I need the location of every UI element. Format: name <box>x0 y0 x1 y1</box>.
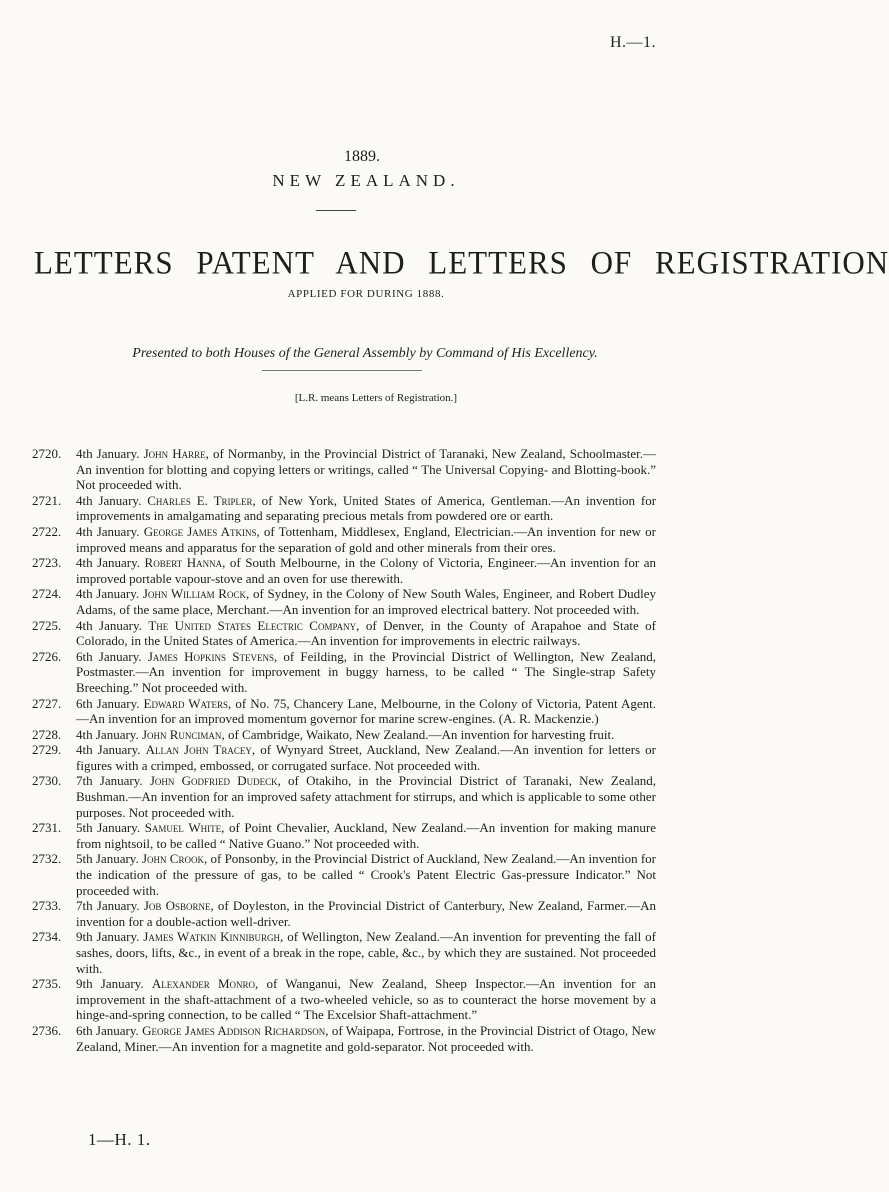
patent-entry <box>32 696 656 727</box>
entry-date: 6th January. <box>76 1022 139 1038</box>
entry-number: 2723. <box>32 555 62 571</box>
patent-entry <box>32 976 656 1023</box>
presented-line: Presented to both Houses of the General Assembly by Command of His Excellency. <box>132 346 598 361</box>
applicant-name: Alexander Monro <box>151 976 255 992</box>
applicant-name: John Crook <box>141 851 204 867</box>
entry-number: 2735. <box>32 976 62 992</box>
ornament-divider <box>316 210 356 211</box>
entry-description: , of Point Chevalier, Auckland, New Zealand.—An invention for making manure from nightsoil, to be called “ Native Guano.” Not proceeded with. <box>76 820 656 851</box>
patent-entry <box>32 1023 656 1054</box>
document-subtitle: APPLIED FOR DURING 1888. <box>287 288 445 300</box>
patent-entry <box>32 851 656 898</box>
entry-description: , of Normanby, in the Provincial District of Taranaki, New Zealand, Schoolmaster.—An invention for blotting and copying letters or writings, called “ The Universal Copying- and Blotting-book.” Not proceeded with. <box>76 446 657 493</box>
entry-date: 5th January. <box>76 820 141 836</box>
horizontal-rule <box>262 370 422 371</box>
patent-entry <box>32 586 656 617</box>
document-title: LETTERS PATENT AND LETTERS OF REGISTRATION <box>34 244 889 281</box>
entry-text <box>76 727 656 743</box>
entry-number: 2720. <box>32 446 62 461</box>
abbreviation-note: [L.R. means Letters of Registration.] <box>294 392 458 404</box>
applicant-name: James Hopkins Stevens <box>147 648 274 664</box>
entry-number: 2730. <box>32 773 62 789</box>
entry-number: 2734. <box>32 929 62 945</box>
entry-number: 2726. <box>32 648 62 664</box>
entry-date: 4th January. <box>76 446 140 461</box>
entry-description: , of Wynyard Street, Auckland, New Zealand.—An invention for letters or figures with a crimped, embossed, or corrugated surface. Not proceeded with. <box>76 742 657 773</box>
entry-number: 2725. <box>32 617 62 633</box>
entry-text <box>76 618 656 649</box>
entry-number: 2732. <box>32 851 62 867</box>
entry-text <box>76 898 656 929</box>
applicant-name: Job Osborne <box>143 898 211 914</box>
entry-description: , of Feilding, in the Provincial District of Wellington, New Zealand, Postmaster.—An invention for improvement in buggy harness, to be called “ The Single-strap Safety Breeching.” Not proceeded with. <box>76 648 656 695</box>
entry-number: 2728. <box>32 726 62 742</box>
entry-description: , of South Melbourne, in the Colony of Victoria, Engineer.—An invention for an improved portable vapour-stove and an oven for use therewith. <box>76 555 657 586</box>
applicant-name: John William Rock <box>142 586 246 602</box>
applicant-name: Charles E. Tripler <box>147 492 253 508</box>
applicant-name: Edward Waters <box>143 695 229 711</box>
entry-date: 4th January. <box>76 555 140 571</box>
applicant-name: George James Atkins <box>143 523 257 539</box>
entry-date: 5th January. <box>76 851 139 867</box>
entry-text <box>76 742 656 773</box>
entry-description: , of Cambridge, Waikato, New Zealand.—An invention for harvesting fruit. <box>221 726 615 742</box>
entry-text <box>76 524 656 555</box>
patent-entry <box>32 727 656 743</box>
patent-entry <box>32 618 656 649</box>
entry-text <box>76 1023 656 1054</box>
entry-number: 2721. <box>32 492 62 508</box>
entry-description: , of New York, United States of America, Gentleman.—An invention for improvements in amalgamating and separating precious metals from powdered ore or earth. <box>76 492 657 524</box>
patent-entry <box>32 649 656 696</box>
patent-entry <box>32 820 656 851</box>
entry-text <box>76 446 656 493</box>
patent-entry <box>32 773 656 820</box>
entry-description: , of Wanganui, New Zealand, Sheep Inspector.—An invention for an improvement in the shaft-attachment of a two-wheeled vehicle, so as to counteract the horse movement by a hinge-and-spring connection, to be called “ The Excelsior Shaft-attachment.” <box>76 976 656 1023</box>
entry-number: 2724. <box>32 586 62 602</box>
entry-text <box>76 976 656 1023</box>
entry-text <box>76 929 656 976</box>
entry-description: , of Denver, in the County of Arapahoe and State of Colorado, in the United States of America.—An invention for improvements in electric railways. <box>76 617 656 649</box>
applicant-name: John Godfried Dudeck <box>149 773 278 789</box>
applicant-name: James Watkin Kinniburgh <box>143 929 281 945</box>
patent-entry <box>32 524 656 555</box>
entry-description: , of Wellington, New Zealand.—An invention for preventing the fall of sashes, doors, lifts, &c., in event of a break in the rope, cable, &c., by which they are sustained. Not proceeded with. <box>76 929 657 976</box>
entry-text <box>76 696 656 727</box>
page-identifier: H.—1. <box>609 34 656 51</box>
patent-entry <box>32 929 656 976</box>
entry-date: 4th January. <box>76 617 142 633</box>
entry-text <box>76 820 656 851</box>
entry-description: , of Doyleston, in the Provincial District of Canterbury, New Zealand, Farmer.—An invention for a double-action well-driver. <box>76 898 656 929</box>
patent-entry <box>32 742 656 773</box>
entry-number: 2727. <box>32 695 62 711</box>
entry-date: 7th January. <box>76 898 140 914</box>
applicant-name: John Runciman <box>141 726 222 742</box>
entry-number: 2736. <box>32 1022 62 1038</box>
document-year: 1889. <box>344 148 380 165</box>
entry-date: 6th January. <box>76 648 142 664</box>
entry-number: 2731. <box>32 820 62 836</box>
entry-description: , of No. 75, Chancery Lane, Melbourne, in the Colony of Victoria, Patent Agent.—An invention for an improved momentum governor for marine screw-engines. (A. R. Mackenzie.) <box>76 695 657 727</box>
patent-entry <box>32 446 656 493</box>
entry-description: , of Sydney, in the Colony of New South Wales, Engineer, and Robert Dudley Adams, of the same place, Merchant.—An invention for an improved electrical battery. Not proceeded with. <box>76 586 657 617</box>
entry-description: , of Waipapa, Fortrose, in the Provincial District of Otago, New Zealand, Miner.—An invention for a magnetite and gold-separator. Not proceeded with. <box>76 1022 656 1054</box>
applicant-name: Allan John Tracey <box>145 742 252 758</box>
applicant-name: George James Addison Richardson <box>142 1022 326 1038</box>
page-footer: 1—H. 1. <box>88 1130 151 1149</box>
entry-text <box>76 586 656 617</box>
entry-date: 6th January. <box>76 695 140 711</box>
entry-text <box>76 851 656 898</box>
entry-description: , of Tottenham, Middlesex, England, Electrician.—An invention for new or improved means and apparatus for the separation of gold and other minerals from their ores. <box>76 523 656 555</box>
entry-text <box>76 649 656 696</box>
entry-date: 9th January. <box>76 929 140 945</box>
entry-description: , of Otakiho, in the Provincial District of Taranaki, New Zealand, Bushman.—An invention for an improved safety attachment for stirrups, and which is applicable to some other purposes. Not proceeded with. <box>76 773 657 820</box>
entry-date: 4th January. <box>76 523 140 539</box>
entry-date: 4th January. <box>76 492 142 508</box>
entry-text <box>76 773 656 820</box>
entry-date: 4th January. <box>76 742 141 758</box>
applicant-name: The United States Electric Company <box>148 617 357 633</box>
entry-text <box>76 493 656 524</box>
patent-entries-list <box>32 446 656 1054</box>
applicant-name: Robert Hanna <box>144 555 223 571</box>
patent-entry <box>32 898 656 929</box>
entry-date: 4th January. <box>76 726 139 742</box>
entry-number: 2722. <box>32 523 62 539</box>
patent-entry <box>32 493 656 524</box>
entry-text <box>76 555 656 586</box>
entry-number: 2733. <box>32 898 62 914</box>
entry-date: 9th January. <box>76 976 144 992</box>
patent-entry <box>32 555 656 586</box>
applicant-name: Samuel White <box>144 820 222 836</box>
entry-description: , of Ponsonby, in the Provincial District of Auckland, New Zealand.—An invention for the indication of the pressure of gas, to be called “ Crook's Patent Electric Gas-pressure Indicator.” Not proceeded with. <box>76 851 657 898</box>
country-heading: NEW ZEALAND. <box>272 171 460 190</box>
entry-number: 2729. <box>32 742 62 758</box>
applicant-name: John Harre <box>143 446 206 461</box>
entry-date: 4th January. <box>76 586 140 602</box>
entry-date: 7th January. <box>76 773 143 789</box>
